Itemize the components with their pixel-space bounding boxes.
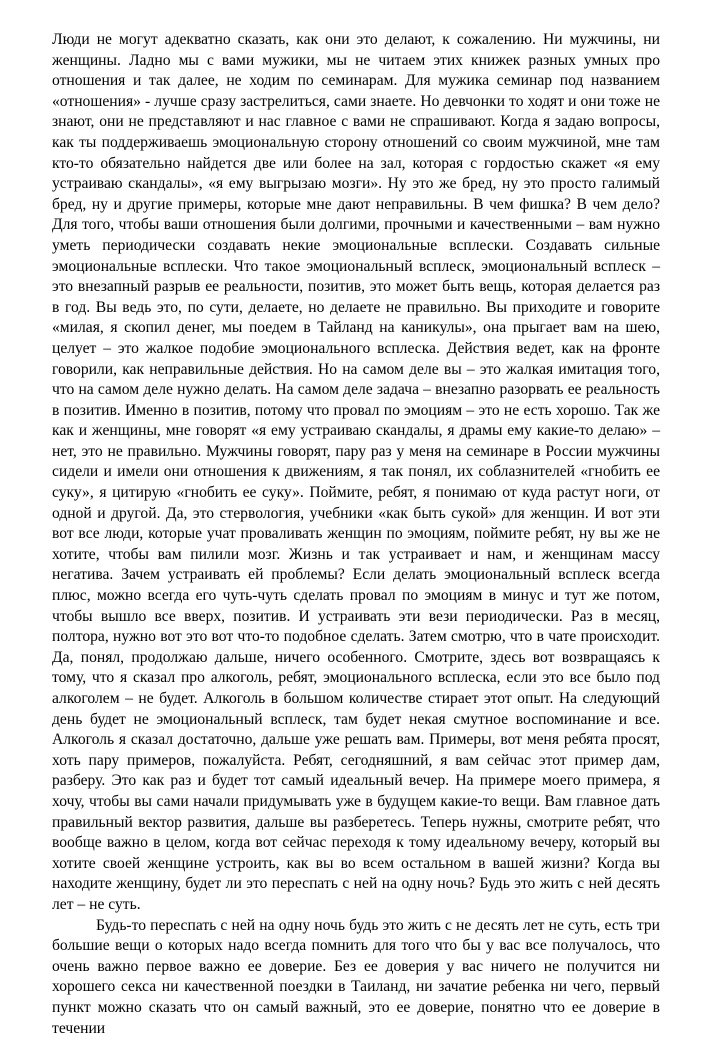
document-text-body <box>52 30 660 1039</box>
paragraph-2: Будь-то переспать с ней на одну ночь будь это жить с не десять лет не суть, есть три большие вещи о которых надо всегда помнить для того что бы у вас все получалось, что очень важно первое важно ее доверие. Без ее доверия у вас ничего не получится ни хорошего секса ни качественной поездки в Таиланд, ни зачатие ребенка ни чего, первый пункт можно сказать что он самый важный, это ее доверие, понятно что ее доверие в течении <box>52 916 660 1037</box>
paragraph-1: Люди не могут адекватно сказать, как они это делают, к сожалению. Ни мужчины, ни женщины. Ладно мы с вами мужики, мы не читаем этих книжек разных умных про отношения и так далее, не ходим по семинарам. Для мужика семинар под названием «отношения» - лучше сразу застрелиться, сами знаете. Но девчонки то ходят и они тоже не знают, они не представляют и нас главное с вами не спрашивают. Когда я задаю вопросы, как ты поддерживаешь эмоциональную сторону отношений со своим мужчиной, мне там кто-то обязательно найдется две или более на зал, которая с гордостью скажет «я ему устраиваю скандалы», «я ему выгрызаю мозги». Ну это же бред, ну это просто галимый бред, ну и другие примеры, которые мне дают неправильны. В чем фишка? В чем дело? Для того, чтобы ваши отношения были долгими, прочными и качественными – вам нужно уметь периодически создавать некие эмоциональные всплески. Создавать сильные эмоциональные всплески. Что такое эмоциональный всплеск, эмоциональный всплеск – это внезапный разрыв ее реальности, позитив, это может быть вещь, которая делается раз в год. Вы ведь это, по сути, делаете, но делаете не правильно. Вы приходите и говорите «милая, я скопил денег, мы поедем в Тайланд на каникулы», она прыгает вам на шею, целует – это жалкое подобие эмоционального всплеска. Действия ведет, как на фронте говорили, как неправильные действия. Но на самом деле вы – это жалкая имитация того, что на самом деле нужно делать. На самом деле задача – внезапно разорвать ее реальность в позитив. Именно в позитив, потому что провал по эмоциям – это не есть хорошо. Так же как и женщины, мне говорят «я ему устраиваю скандалы, я драмы ему какие-то делаю» – нет, это не правильно. Мужчины говорят, пару раз у меня на семинаре в России мужчины сидели и имели они отношения к движениям, я так понял, их соблазнителей «гнобить ее суку», я цитирую «гнобить ее суку». Поймите, ребят, я понимаю от куда растут ноги, от одной и другой. Да, это стервология, учебники «как быть сукой» для женщин. И вот эти вот все люди, которые учат проваливать женщин по эмоциям, поймите ребят, ну вы же не хотите, чтобы вам пилили мозг. Жизнь и так устраивает и нам, и женщинам массу негатива. Зачем устраивать ей проблемы? Если делать эмоциональный всплеск всегда плюс, можно всегда его чуть-чуть сделать провал по эмоциям в минус и тут же потом, чтобы вышло все вверх, позитив. И устраивать эти вези периодически. Раз в месяц, полтора, нужно вот это вот что-то подобное сделать. Затем смотрю, что в чате происходит. Да, понял, продолжаю дальше, ничего особенного. Смотрите, здесь вот возвращаясь к тому, что я сказал про алкоголь, ребят, эмоционального всплеска, если это все было под алкоголем – не будет. Алкоголь в большом количестве стирает этот опыт. На следующий день будет не эмоциональный всплеск, там будет некая смутное воспоминание и все. Алкоголь я сказал достаточно, дальше уже решать вам. Примеры, вот меня ребята просят, хоть пару примеров, пожалуйста. Ребят, сегодняшний, я вам сейчас этот пример дам, разберу. Это как раз и будет тот самый идеальный вечер. На примере моего примера, я хочу, чтобы вы сами начали придумывать уже в будущем какие-то вещи. Вам главное дать правильный вектор развития, дальше вы разберетесь. Теперь нужны, смотрите ребят, что вообще важно в целом, когда вот сейчас переходя к тому идеальному вечеру, который вы хотите своей женщине устроить, как вы во всем остальном в вашей жизни? Когда вы находите женщину, будет ли это переспать с ней на одну ночь? Будь это жить с ней десять лет – не суть. <box>52 31 660 913</box>
